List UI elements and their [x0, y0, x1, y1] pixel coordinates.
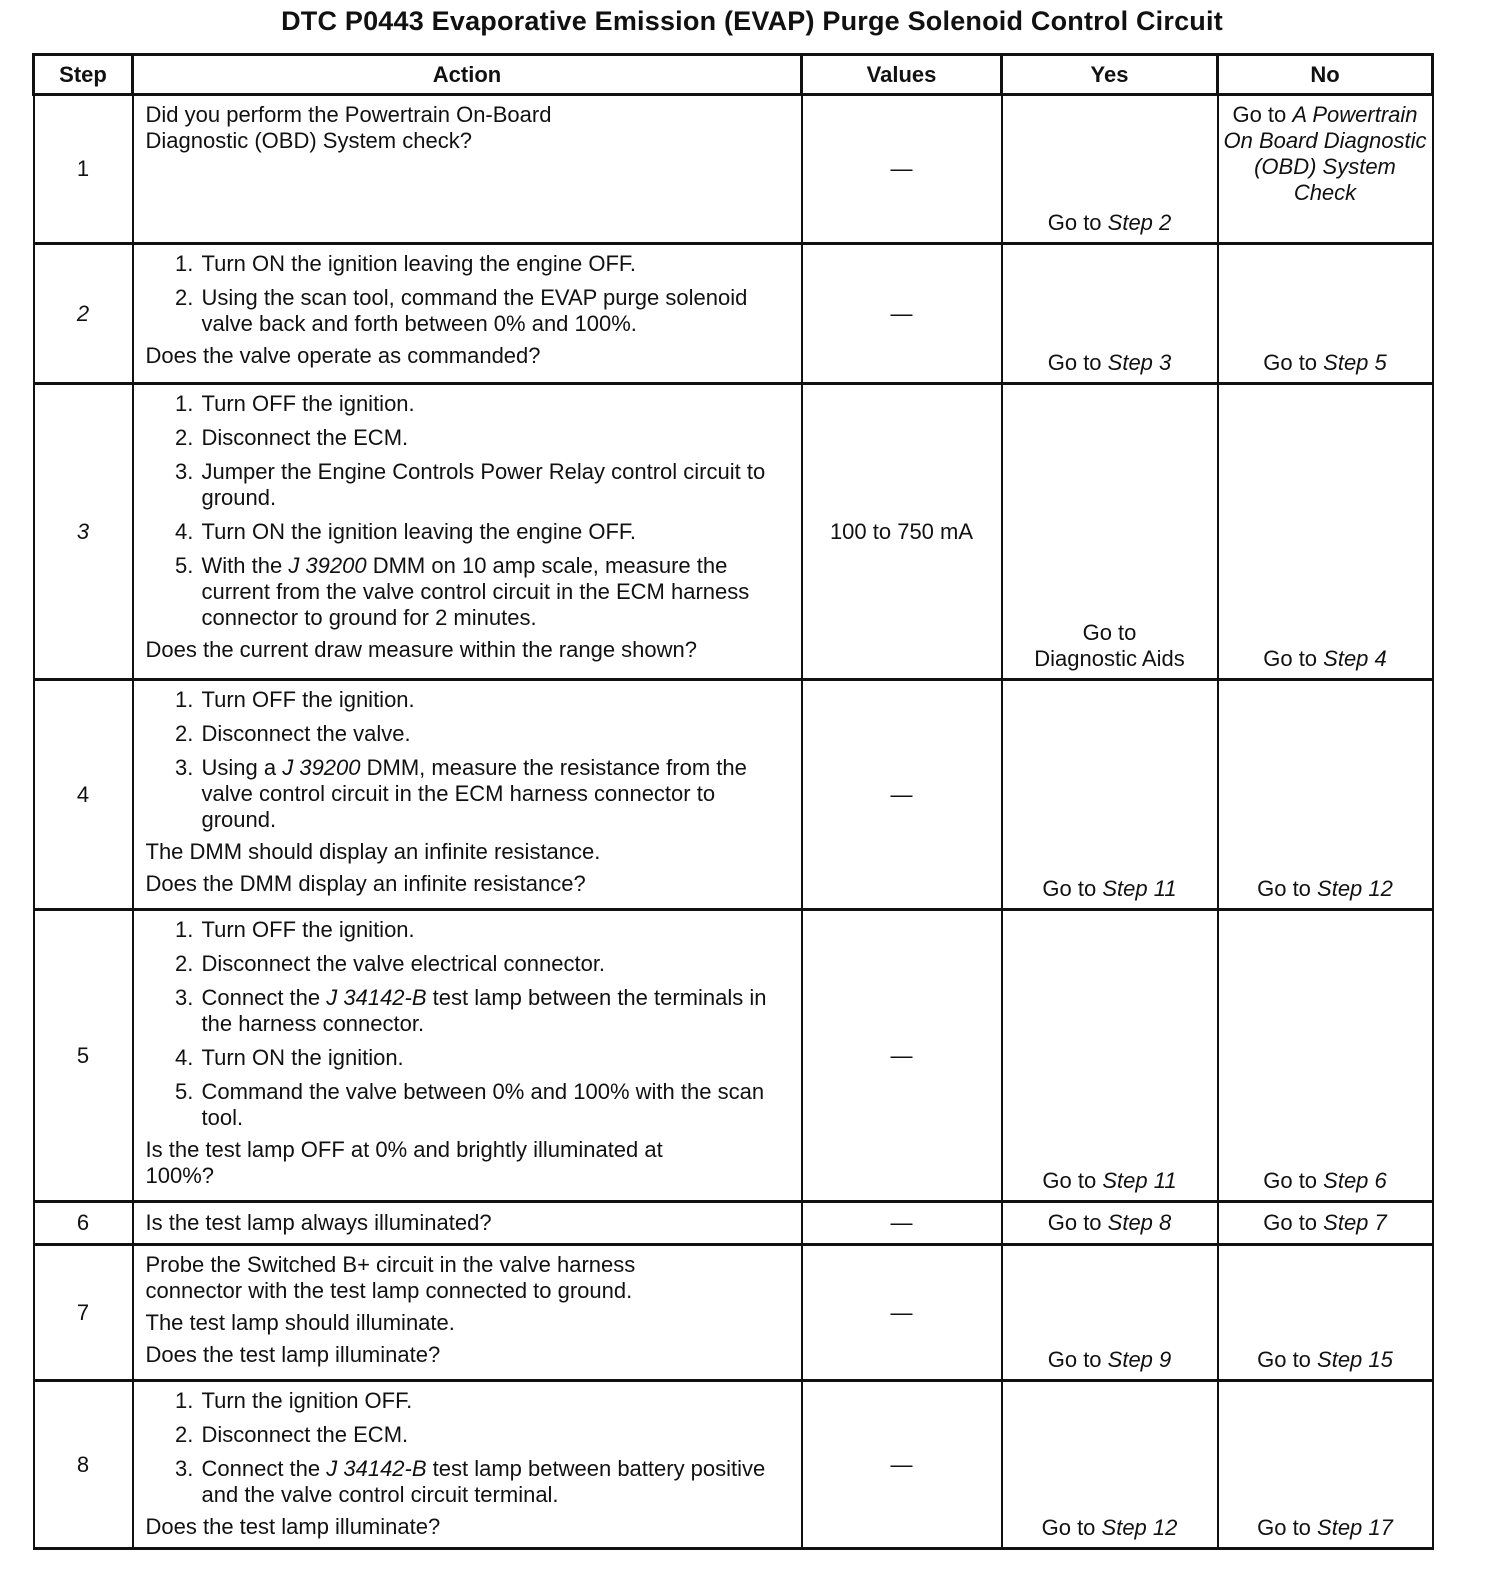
tool-reference: J 34142-B — [326, 1456, 427, 1481]
action-step: 2. Using the scan tool, command the EVAP purge solenoid valve back and forth between 0% and 100%. — [200, 285, 791, 337]
header-yes: Yes — [1002, 55, 1218, 95]
action-step: 3. Connect the J 34142-B test lamp between the terminals in the harness connector. — [200, 985, 791, 1037]
action-question: Does the DMM display an infinite resistance? — [145, 871, 586, 896]
table-row — [34, 1245, 1433, 1381]
procedure-link[interactable]: A Powertrain On Board Diagnostic (OBD) System Check — [1223, 102, 1427, 205]
step-link[interactable]: Step 6 — [1323, 1168, 1387, 1193]
action-question: Does the current draw measure within the range shown? — [145, 637, 698, 662]
action-step: 1. Turn OFF the ignition. — [200, 917, 791, 943]
step-number: 4 — [34, 680, 133, 910]
table-row — [34, 1381, 1433, 1549]
yes-cell[interactable]: Go to Step 11 — [1002, 680, 1218, 910]
no-cell[interactable]: Go to Step 12 — [1218, 680, 1433, 910]
action-step: 1. Turn OFF the ignition. — [200, 391, 791, 417]
diagnostic-table — [32, 53, 1434, 1550]
action-step: 4. Turn ON the ignition leaving the engine OFF. — [200, 519, 791, 545]
action-cell — [133, 1202, 802, 1245]
action-question: Does the test lamp illuminate? — [145, 1342, 441, 1367]
header-row — [34, 55, 1433, 95]
no-cell[interactable]: Go to Step 15 — [1218, 1245, 1433, 1381]
header-action: Action — [133, 55, 802, 95]
step-number: 7 — [34, 1245, 133, 1381]
table-row — [34, 244, 1433, 384]
action-cell — [133, 1381, 802, 1549]
step-link[interactable]: Step 3 — [1107, 350, 1172, 375]
action-cell — [133, 244, 802, 384]
action-question: Is the test lamp always illuminated? — [145, 1210, 492, 1235]
yes-cell[interactable]: Go to Step 11 — [1002, 910, 1218, 1202]
action-question: Does the valve operate as commanded? — [145, 343, 541, 368]
diagnostic-aids-link[interactable]: Diagnostic Aids — [1034, 646, 1185, 671]
step-link[interactable]: Step 9 — [1107, 1347, 1172, 1372]
action-step: 2. Disconnect the valve. — [200, 721, 791, 747]
step-link[interactable]: Step 11 — [1102, 1168, 1177, 1193]
action-step: 2. Disconnect the valve electrical connector. — [200, 951, 791, 977]
no-cell[interactable]: Go to A Powertrain On Board Diagnostic (OBD) System Check — [1218, 95, 1433, 244]
action-steps — [146, 251, 791, 337]
action-steps — [146, 1388, 791, 1508]
table-row — [34, 910, 1433, 1202]
action-step: 5. Command the valve between 0% and 100% with the scan tool. — [200, 1079, 791, 1131]
yes-cell[interactable]: Go to Step 8 — [1002, 1202, 1218, 1245]
no-cell[interactable]: Go to Step 6 — [1218, 910, 1433, 1202]
action-step: 1. Turn OFF the ignition. — [200, 687, 791, 713]
action-cell — [133, 910, 802, 1202]
action-cell — [133, 384, 802, 680]
action-question: Is the test lamp OFF at 0% and brightly illuminated at 100%? — [145, 1137, 663, 1188]
action-step: 1. Turn ON the ignition leaving the engine OFF. — [200, 251, 791, 277]
action-step: 3. Jumper the Engine Controls Power Relay control circuit to ground. — [200, 459, 791, 511]
action-cell — [133, 680, 802, 910]
values-cell: — — [802, 1202, 1002, 1245]
action-step: 5. With the J 39200 DMM on 10 amp scale, measure the current from the valve control circuit in the ECM harness connector to ground for 2 minutes. — [200, 553, 791, 631]
no-cell[interactable]: Go to Step 7 — [1218, 1202, 1433, 1245]
yes-cell[interactable]: Go to Step 12 — [1002, 1381, 1218, 1549]
no-cell[interactable]: Go to Step 17 — [1218, 1381, 1433, 1549]
action-question: Does the test lamp illuminate? — [145, 1514, 441, 1539]
step-number: 5 — [34, 910, 133, 1202]
yes-cell[interactable]: Go to Step 9 — [1002, 1245, 1218, 1381]
values-cell: — — [802, 244, 1002, 384]
values-cell: — — [802, 1381, 1002, 1549]
action-step: 2. Disconnect the ECM. — [200, 425, 791, 451]
step-link[interactable]: Step 15 — [1317, 1347, 1393, 1372]
action-cell — [133, 1245, 802, 1381]
no-cell[interactable]: Go to Step 5 — [1218, 244, 1433, 384]
action-steps — [146, 391, 791, 631]
action-step: 3. Using a J 39200 DMM, measure the resistance from the valve control circuit in the ECM harness connector to ground. — [200, 755, 791, 833]
yes-cell[interactable]: Go to Step 2 — [1002, 95, 1218, 244]
values-cell: — — [802, 910, 1002, 1202]
action-step: 4. Turn ON the ignition. — [200, 1045, 791, 1071]
yes-cell[interactable]: Go to Step 3 — [1002, 244, 1218, 384]
values-cell: — — [802, 95, 1002, 244]
table-row — [34, 1202, 1433, 1245]
step-link[interactable]: Step 12 — [1101, 1515, 1178, 1540]
action-cell — [133, 95, 802, 244]
values-cell: 100 to 750 mA — [802, 384, 1002, 680]
action-steps — [146, 917, 791, 1131]
action-step: 3. Connect the J 34142-B test lamp between battery positive and the valve control circuit terminal. — [200, 1456, 791, 1508]
action-steps — [146, 687, 791, 833]
step-link[interactable]: Step 2 — [1107, 210, 1172, 235]
action-note: The DMM should display an infinite resistance. — [145, 839, 601, 864]
step-number: 8 — [34, 1381, 133, 1549]
values-cell: — — [802, 680, 1002, 910]
page-title: DTC P0443 Evaporative Emission (EVAP) Purge Solenoid Control Circuit — [281, 6, 1223, 36]
action-text: Did you perform the Powertrain On-Board Diagnostic (OBD) System check? — [145, 102, 552, 153]
action-text: Probe the Switched B+ circuit in the valve harness connector with the test lamp connected to ground. — [145, 1252, 636, 1303]
step-link[interactable]: Step 8 — [1107, 1210, 1172, 1235]
yes-cell[interactable]: Go to Diagnostic Aids — [1002, 384, 1218, 680]
step-number: 1 — [34, 95, 133, 244]
table-row — [34, 680, 1433, 910]
step-link[interactable]: Step 11 — [1102, 876, 1177, 901]
tool-reference: J 34142-B — [326, 985, 427, 1010]
step-link[interactable]: Step 12 — [1317, 876, 1393, 901]
table-row — [34, 95, 1433, 244]
step-link[interactable]: Step 5 — [1323, 350, 1387, 375]
table-row — [34, 384, 1433, 680]
step-number: 3 — [34, 384, 133, 680]
step-link[interactable]: Step 7 — [1323, 1210, 1387, 1235]
tool-reference: J 39200 — [288, 553, 367, 578]
action-note: The test lamp should illuminate. — [145, 1310, 455, 1335]
action-step: 1. Turn the ignition OFF. — [200, 1388, 791, 1414]
values-cell: — — [802, 1245, 1002, 1381]
header-values: Values — [802, 55, 1002, 95]
step-link[interactable]: Step 17 — [1317, 1515, 1393, 1540]
step-number: 6 — [34, 1202, 133, 1245]
step-link[interactable]: Step 4 — [1323, 646, 1387, 671]
no-cell[interactable]: Go to Step 4 — [1218, 384, 1433, 680]
tool-reference: J 39200 — [282, 755, 361, 780]
step-number: 2 — [34, 244, 133, 384]
header-no: No — [1218, 55, 1433, 95]
action-step: 2. Disconnect the ECM. — [200, 1422, 791, 1448]
header-step: Step — [34, 55, 133, 95]
